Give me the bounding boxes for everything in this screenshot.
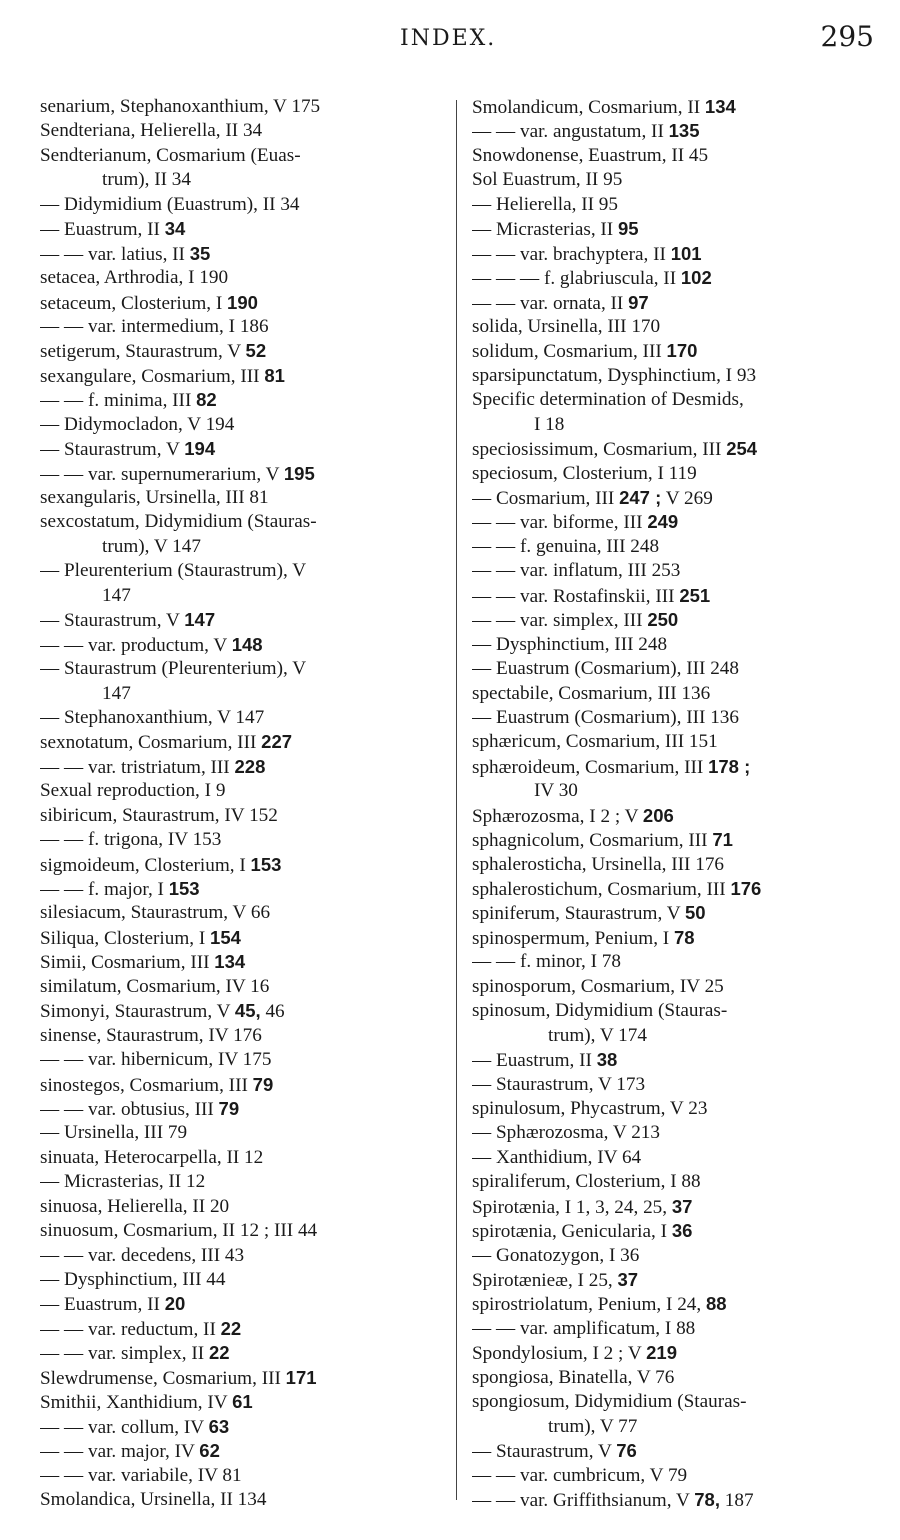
index-entry-text: — Staurastrum, V [40, 439, 185, 461]
index-entry [472, 682, 872, 706]
index-entry-text: — Xanthidium, IV 64 [472, 1146, 642, 1168]
index-entry-text: — Dysphinctium, III 44 [40, 1269, 226, 1290]
index-entry-text: — — var. inflatum, III 253 [472, 560, 681, 582]
index-entry-page-bold: 88 [705, 1293, 727, 1315]
index-entry [40, 804, 438, 828]
index-entry [40, 999, 438, 1023]
index-entry [40, 608, 438, 632]
index-entry [40, 559, 438, 583]
index-entry-text: IV 30 [534, 780, 578, 802]
index-entry-text: — — f. genuina, III 248 [472, 535, 660, 557]
index-entry [472, 755, 872, 779]
index-entry [40, 1121, 438, 1145]
index-entry-text: setacea, Arthrodia, I 190 [40, 267, 229, 289]
index-entry-text: — — — f. glabriuscula, II [472, 268, 681, 290]
index-entry [472, 1073, 872, 1097]
index-entry [40, 95, 438, 119]
index-entry-page-bold: 79 [218, 1097, 240, 1119]
index-entry [40, 217, 438, 241]
index-entry-text: Spondylosium, I 2 ; V [472, 1343, 647, 1365]
index-entry [472, 1048, 872, 1072]
index-entry [40, 119, 438, 143]
page-title: INDEX. [400, 26, 497, 51]
index-entry-page-extra: 46 [260, 1001, 285, 1023]
index-entry [40, 1292, 438, 1316]
index-entry [40, 901, 438, 925]
index-entry-text: Slewdrumense, Cosmarium, III [40, 1367, 286, 1389]
index-entry-text: — Didymocladon, V 194 [40, 413, 235, 435]
index-entry-text: sphæricum, Cosmarium, III 151 [472, 731, 718, 753]
index-entry-text: — Staurastrum, V [472, 1441, 617, 1463]
index-entry-text: speciosissimum, Cosmarium, III [472, 439, 727, 461]
index-entry-page-bold: 178 ; [708, 755, 751, 777]
index-entry [472, 877, 872, 901]
index-column-right [472, 95, 872, 1512]
index-entry-page-bold: 52 [245, 340, 267, 362]
index-entry [472, 828, 872, 852]
index-entry [472, 804, 872, 828]
index-entry [472, 657, 872, 681]
index-entry [472, 486, 872, 510]
index-entry-text: sinostegos, Cosmarium, III [40, 1074, 253, 1096]
index-entry-text: Sol Euastrum, II 95 [472, 169, 623, 191]
index-entry [472, 462, 872, 486]
index-entry-page-bold: 206 [642, 804, 674, 826]
index-entry-page-bold: 79 [252, 1073, 274, 1095]
index-entry-text: Smolandicum, Cosmarium, II [472, 97, 705, 118]
index-entry-text: sinuata, Heterocarpella, II 12 [40, 1146, 264, 1168]
index-entry-page-bold: 254 [726, 438, 758, 460]
index-column-left [40, 95, 438, 1512]
index-entry-page-bold: 153 [168, 878, 200, 899]
index-entry-text: spongiosum, Didymidium (Stauras- [472, 1391, 747, 1413]
index-entry-text: — — var. amplificatum, I 88 [472, 1317, 696, 1339]
index-entry-text: Sendteriana, Helierella, II 34 [40, 120, 263, 142]
index-entry-page-bold: 36 [671, 1220, 693, 1242]
index-entry [40, 755, 438, 779]
index-entry-text: similatum, Cosmarium, IV 16 [40, 975, 270, 997]
index-entry [472, 1170, 872, 1194]
index-entry-text: solida, Ursinella, III 170 [472, 315, 661, 337]
index-entry [40, 462, 438, 486]
index-entry [472, 168, 872, 192]
index-entry-page-bold: 219 [646, 1342, 678, 1364]
index-entry [472, 975, 872, 999]
index-entry [40, 1146, 438, 1170]
index-entry-page-bold: 170 [666, 340, 698, 362]
index-entry [40, 1268, 438, 1292]
index-entry [40, 1439, 438, 1463]
index-entry [472, 413, 872, 437]
index-entry [472, 559, 872, 583]
index-entry [40, 1415, 438, 1439]
index-entry [472, 853, 872, 877]
index-entry [472, 119, 872, 143]
index-entry-text: — — var. collum, IV [40, 1416, 209, 1438]
index-entry-text: Simonyi, Staurastrum, V [40, 1001, 235, 1023]
index-entry-text: — — var. reductum, II [40, 1318, 221, 1340]
index-entry [472, 633, 872, 657]
index-entry [472, 1121, 872, 1145]
index-entry-text: — — var. simplex, III [472, 610, 648, 632]
index-entry-text: setigerum, Staurastrum, V [40, 341, 246, 363]
index-entry-text: trum), V 174 [548, 1024, 647, 1046]
index-entry-text: — — f. trigona, IV 153 [40, 829, 222, 851]
index-entry-page-bold: 148 [231, 633, 263, 655]
index-entry-page-bold: 135 [668, 120, 700, 142]
index-entry-text: — — var. tristriatum, III [40, 756, 235, 778]
index-entry [472, 144, 872, 168]
index-entry-page-bold: 35 [189, 242, 211, 264]
index-entry [40, 975, 438, 999]
index-entry-text: trum), V 77 [548, 1415, 638, 1437]
index-entry [472, 1317, 872, 1341]
index-entry-page-bold: 101 [670, 242, 702, 264]
column-divider [456, 100, 457, 1500]
index-entry [40, 413, 438, 437]
index-entry-text: spiniferum, Staurastrum, V [472, 903, 686, 925]
index-entry [472, 1292, 872, 1316]
index-entry [40, 853, 438, 877]
index-entry-text: — Staurastrum, V [40, 610, 185, 632]
index-entry-page-bold: 195 [283, 462, 315, 484]
index-entry-text: sparsipunctatum, Dysphinctium, I 93 [472, 364, 757, 386]
index-entry [40, 1488, 438, 1512]
index-entry [472, 1366, 872, 1390]
index-entry-text: sinuosa, Helierella, II 20 [40, 1195, 230, 1217]
index-entry-page-bold: 95 [618, 218, 639, 240]
index-entry [472, 950, 872, 974]
index-entry [472, 437, 872, 461]
index-entry-page-bold: 45, [234, 1000, 261, 1022]
index-entry-text: spirostriolatum, Penium, I 24, [472, 1294, 706, 1316]
index-entry-text: — — var. variabile, IV 81 [40, 1464, 242, 1486]
index-entry-text: — — var. major, IV [40, 1441, 200, 1463]
index-entry-page-bold: 81 [264, 364, 285, 386]
index-entry-page-bold: 190 [227, 291, 258, 313]
index-entry [472, 926, 872, 950]
index-entry-text: — Helierella, II 95 [472, 193, 618, 215]
index-entry [472, 1415, 872, 1439]
index-entry-text: Sphærozosma, I 2 ; V [472, 805, 643, 827]
index-entry [40, 657, 438, 681]
index-entry [40, 1464, 438, 1488]
index-entry-text: Spirotænieæ, I 25, [472, 1270, 618, 1291]
index-entry [472, 1390, 872, 1414]
index-entry-text: sexangulare, Cosmarium, III [40, 365, 265, 387]
index-entry [40, 1048, 438, 1072]
index-entry [40, 1073, 438, 1097]
index-entry-page-bold: 50 [685, 902, 706, 924]
index-entry-text: sexangularis, Ursinella, III 81 [40, 487, 269, 508]
index-entry-text: sibiricum, Staurastrum, IV 152 [40, 804, 278, 826]
index-entry-page-bold: 247 ; [619, 487, 662, 508]
index-entry [472, 315, 872, 339]
index-entry [40, 144, 438, 168]
index-entry-text: — — var. simplex, II [40, 1343, 209, 1365]
index-entry-page-bold: 62 [199, 1440, 220, 1462]
index-entry-text: — — var. intermedium, I 186 [40, 315, 269, 337]
index-entry-text: — Pleurenterium (Staurastrum), V [40, 560, 307, 582]
index-entry [40, 193, 438, 217]
index-entry-text: — — f. minor, I 78 [472, 951, 621, 973]
index-entry-text: spiraliferum, Closterium, I 88 [472, 1171, 701, 1193]
index-entry-page-bold: 249 [647, 511, 679, 533]
index-entry [40, 1024, 438, 1048]
index-entry-text: — — var. biforme, III [472, 512, 648, 534]
index-entry [40, 242, 438, 266]
index-entry-text: — Euastrum, II [40, 1294, 165, 1316]
index-entry-text: solidum, Cosmarium, III [472, 341, 667, 363]
index-entry [472, 1146, 872, 1170]
index-entry-text: spirotænia, Genicularia, I [472, 1221, 672, 1243]
index-entry-text: — Euastrum (Cosmarium), III 248 [472, 658, 739, 680]
index-entry [472, 388, 872, 412]
index-entry-text: — Didymidium (Euastrum), II 34 [40, 193, 300, 215]
index-entry-text: — — var. brachyptera, II [472, 243, 671, 265]
index-entry-page-bold: 227 [261, 731, 293, 753]
index-entry-page-bold: 71 [712, 829, 733, 851]
index-entry-page-bold: 228 [234, 755, 266, 777]
index-entry [472, 510, 872, 534]
index-entry [472, 1097, 872, 1121]
index-entry [40, 1317, 438, 1341]
index-entry [40, 1170, 438, 1194]
index-entry-text: Siliqua, Closterium, I [40, 927, 211, 949]
index-entry-text: Spirotænia, I 1, 3, 24, 25, [472, 1196, 672, 1218]
index-entry-text: — Euastrum, II [472, 1050, 597, 1072]
index-entry-text: 147 [102, 682, 131, 704]
index-entry-text: — — var. productum, V [40, 634, 232, 656]
index-entry [40, 168, 438, 192]
index-entry [40, 1195, 438, 1219]
index-entry [472, 266, 872, 290]
index-entry-text: — — f. minima, III [40, 390, 197, 412]
index-entry [472, 535, 872, 559]
index-entry-page-bold: 78 [674, 926, 695, 948]
index-entry [472, 584, 872, 608]
index-entry-page-bold: 38 [596, 1049, 618, 1071]
index-entry-text: — Gonatozygon, I 36 [472, 1244, 640, 1266]
index-entry [472, 339, 872, 363]
index-entry-page-bold: 250 [647, 609, 679, 631]
index-entry-text: sexcostatum, Didymidium (Stauras- [40, 511, 317, 533]
index-entry [40, 388, 438, 412]
index-entry-text: setaceum, Closterium, I [40, 292, 228, 314]
index-entry [40, 510, 438, 534]
index-entry [472, 1464, 872, 1488]
index-entry-page-bold: 97 [628, 291, 649, 313]
index-entry-text: spongiosa, Binatella, V 76 [472, 1366, 675, 1388]
index-entry [40, 730, 438, 754]
index-entry-text: sphagnicolum, Cosmarium, III [472, 830, 713, 852]
index-entry [40, 877, 438, 901]
index-entry-page-bold: 147 [184, 609, 216, 631]
index-entry [40, 486, 438, 510]
index-entry-text: — — var. hibernicum, IV 175 [40, 1049, 272, 1071]
index-entry-text: — — var. obtusius, III [40, 1098, 219, 1120]
index-entry-page-bold: 82 [196, 389, 217, 411]
index-entry-text: — — var. latius, II [40, 243, 190, 265]
index-entry-page-bold: 20 [164, 1293, 186, 1315]
index-entry [40, 950, 438, 974]
index-entry [40, 315, 438, 339]
index-entry [472, 706, 872, 730]
index-entry-text: spinosporum, Cosmarium, IV 25 [472, 975, 724, 997]
index-entry-text: — Micrasterias, II 12 [40, 1171, 206, 1193]
index-entry-text: trum), V 147 [102, 535, 201, 557]
index-entry [472, 901, 872, 925]
index-entry-text: — Staurastrum (Pleurenterium), V [40, 658, 307, 680]
index-entry [472, 1244, 872, 1268]
index-entry-text: trum), II 34 [102, 169, 191, 191]
index-entry [472, 291, 872, 315]
index-entry-text: — — var. cumbricum, V 79 [472, 1464, 688, 1486]
index-entry-text: Specific determination of Desmids, [472, 389, 744, 411]
index-entry-page-bold: 63 [208, 1415, 230, 1437]
index-entry [40, 535, 438, 559]
index-entry-text: — — var. ornata, II [472, 292, 629, 314]
index-entry [40, 291, 438, 315]
index-entry [472, 193, 872, 217]
index-entry [40, 266, 438, 290]
index-entry [472, 364, 872, 388]
index-entry [472, 242, 872, 266]
index-entry [40, 584, 438, 608]
index-entry-page-bold: 154 [210, 926, 241, 948]
index-entry [40, 1390, 438, 1414]
index-entry-text: Sexual reproduction, I 9 [40, 780, 226, 802]
index-entry-text: speciosum, Closterium, I 119 [472, 462, 697, 484]
page-header [0, 20, 900, 60]
index-entry-page-bold: 134 [704, 96, 736, 117]
index-entry-text: — — var. decedens, III 43 [40, 1244, 245, 1266]
index-entry-page-bold: 194 [184, 438, 216, 460]
index-entry-page-bold: 61 [232, 1391, 253, 1413]
index-entry-page-bold: 76 [616, 1440, 637, 1462]
index-entry-text: sphalerostichum, Cosmarium, III [472, 879, 731, 900]
index-entry-text: — — var. angustatum, II [472, 121, 669, 143]
index-entry [472, 730, 872, 754]
index-entry [472, 1219, 872, 1243]
index-entry-page-bold: 22 [220, 1317, 242, 1339]
index-entry-text: — — var. supernumerarium, V [40, 463, 284, 485]
index-entry [472, 95, 872, 119]
index-entry-page-bold: 78, [694, 1488, 720, 1510]
index-entry [40, 828, 438, 852]
index-entry [472, 1268, 872, 1292]
index-entry-text: Simii, Cosmarium, III [40, 952, 215, 974]
index-entry-page-extra: V 269 [661, 488, 713, 509]
index-entry [40, 1097, 438, 1121]
index-entry-text: — Micrasterias, II [472, 219, 618, 241]
index-entry [40, 1366, 438, 1390]
index-entry [40, 364, 438, 388]
index-entry [40, 1244, 438, 1268]
index-entry [472, 608, 872, 632]
index-entry-text: — Stephanoxanthium, V 147 [40, 706, 265, 728]
index-entry [472, 1195, 872, 1219]
index-entry [472, 1341, 872, 1365]
index-entry-page-bold: 176 [730, 878, 762, 899]
index-entry [472, 1439, 872, 1463]
index-entry [40, 682, 438, 706]
index-entry-text: spinospermum, Penium, I [472, 927, 674, 949]
index-entry-text: — — var. Rostafinskii, III [472, 585, 680, 607]
index-entry-text: senarium, Stephanoxanthium, V 175 [40, 96, 321, 117]
index-entry-page-bold: 153 [250, 853, 282, 875]
index-entry-text: — Cosmarium, III [472, 488, 620, 509]
index-entry [40, 706, 438, 730]
index-entry-text: sinense, Staurastrum, IV 176 [40, 1024, 262, 1046]
index-entry-text: sphæroideum, Cosmarium, III [472, 756, 709, 778]
index-entry-page-extra: 187 [719, 1489, 754, 1511]
index-entry-text: Smolandica, Ursinella, II 134 [40, 1488, 267, 1510]
index-entry-text: sphalerosticha, Ursinella, III 176 [472, 853, 725, 875]
index-entry-page-bold: 171 [285, 1366, 317, 1388]
index-entry-text: Snowdonense, Euastrum, II 45 [472, 144, 709, 166]
index-entry-text: 147 [102, 584, 131, 606]
index-entry [472, 779, 872, 803]
page-number: 295 [820, 20, 874, 53]
index-entry-text: sinuosum, Cosmarium, II 12 ; III 44 [40, 1220, 318, 1242]
index-entry-text: sexnotatum, Cosmarium, III [40, 732, 262, 754]
index-entry [472, 1488, 872, 1512]
index-entry-text: — — f. major, I [40, 879, 169, 900]
index-entry-text: spinosum, Didymidium (Stauras- [472, 1000, 728, 1022]
index-entry-text: — Ursinella, III 79 [40, 1122, 188, 1144]
index-entry-text: — Euastrum, II [40, 219, 165, 241]
index-entry-page-bold: 251 [679, 584, 711, 606]
index-entry [40, 437, 438, 461]
index-entry-text: — Euastrum (Cosmarium), III 136 [472, 706, 739, 728]
index-entry [40, 779, 438, 803]
index-entry [472, 999, 872, 1023]
index-entry-page-bold: 34 [164, 218, 186, 240]
index-entry-page-bold: 134 [214, 951, 246, 973]
index-entry [40, 633, 438, 657]
index-entry [40, 1341, 438, 1365]
index-entry-text: I 18 [534, 413, 565, 435]
index-entry-text: — Dysphinctium, III 248 [472, 633, 668, 655]
index-entry-text: — — var. Griffithsianum, V [472, 1489, 695, 1511]
index-entry [40, 339, 438, 363]
index-entry-text: silesiacum, Staurastrum, V 66 [40, 902, 271, 924]
index-entry-page-bold: 37 [671, 1195, 693, 1217]
index-entry-text: spinulosum, Phycastrum, V 23 [472, 1097, 708, 1119]
index-entry-text: sigmoideum, Closterium, I [40, 854, 251, 876]
index-entry-text: Smithii, Xanthidium, IV [40, 1392, 233, 1414]
index-entry [40, 1219, 438, 1243]
index-entry [472, 217, 872, 241]
index-entry-text: spectabile, Cosmarium, III 136 [472, 682, 711, 704]
index-entry-text: — Staurastrum, V 173 [472, 1073, 646, 1095]
index-entry-page-bold: 102 [680, 267, 712, 289]
index-entry-text: — Sphærozosma, V 213 [472, 1122, 660, 1144]
index-entry-page-bold: 37 [617, 1269, 639, 1290]
index-entry-page-bold: 22 [208, 1342, 230, 1364]
index-entry [472, 1024, 872, 1048]
index-entry-text: Sendterianum, Cosmarium (Euas- [40, 144, 301, 166]
index-entry [40, 926, 438, 950]
